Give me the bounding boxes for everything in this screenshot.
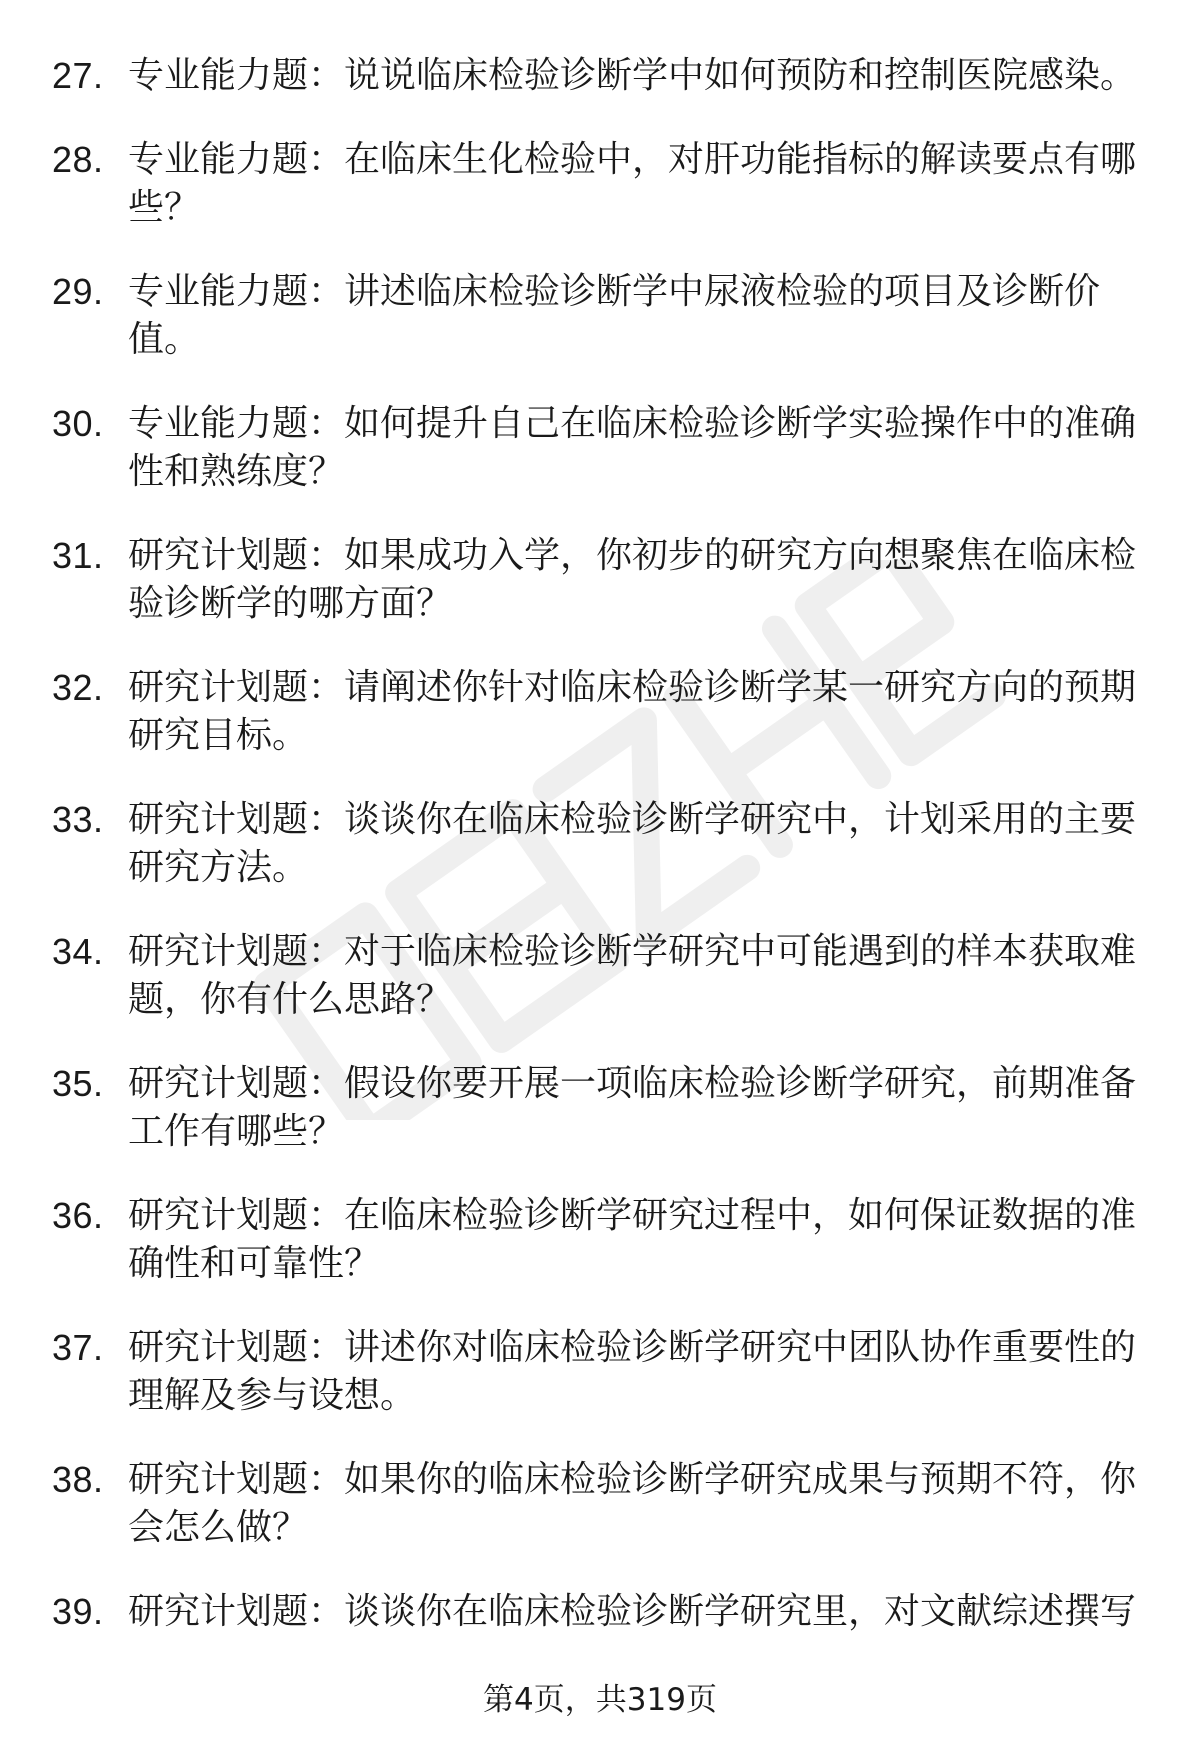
question-text: 专业能力题：如何提升自己在临床检验诊断学实验操作中的准确性和熟练度？ xyxy=(128,403,1137,492)
question-text: 专业能力题：在临床生化检验中，对肝功能指标的解读要点有哪些？ xyxy=(128,139,1137,228)
question-text: 研究计划题：谈谈你在临床检验诊断学研究里，对文献综述撰写 xyxy=(128,1591,1137,1632)
question-number: 31. xyxy=(52,535,104,576)
question-list xyxy=(0,52,1200,1672)
question-text: 研究计划题：如果成功入学，你初步的研究方向想聚焦在临床检验诊断学的哪方面？ xyxy=(128,535,1137,624)
question-number: 33. xyxy=(52,799,104,840)
list-item xyxy=(0,1324,1200,1420)
list-item xyxy=(0,664,1200,760)
question-number: 35. xyxy=(52,1063,104,1104)
question-text: 研究计划题：请阐述你针对临床检验诊断学某一研究方向的预期研究目标。 xyxy=(128,667,1137,756)
list-item xyxy=(0,136,1200,232)
list-item xyxy=(0,1060,1200,1156)
question-number: 38. xyxy=(52,1459,104,1500)
list-item xyxy=(0,532,1200,628)
question-text: 研究计划题：在临床检验诊断学研究过程中，如何保证数据的准确性和可靠性？ xyxy=(128,1195,1137,1284)
question-number: 29. xyxy=(52,271,104,312)
question-number: 27. xyxy=(52,55,104,96)
list-item xyxy=(0,400,1200,496)
list-item xyxy=(0,1588,1200,1636)
question-text: 研究计划题：谈谈你在临床检验诊断学研究中，计划采用的主要研究方法。 xyxy=(128,799,1137,888)
question-text: 研究计划题：假设你要开展一项临床检验诊断学研究，前期准备工作有哪些？ xyxy=(128,1063,1137,1152)
question-number: 39. xyxy=(52,1591,104,1632)
list-item xyxy=(0,1192,1200,1288)
question-text: 研究计划题：对于临床检验诊断学研究中可能遇到的样本获取难题，你有什么思路？ xyxy=(128,931,1137,1020)
list-item xyxy=(0,1456,1200,1552)
question-number: 34. xyxy=(52,931,104,972)
question-number: 32. xyxy=(52,667,104,708)
question-number: 37. xyxy=(52,1327,104,1368)
question-number: 28. xyxy=(52,139,104,180)
question-text: 专业能力题：讲述临床检验诊断学中尿液检验的项目及诊断价值。 xyxy=(128,271,1101,360)
question-text: 专业能力题：说说临床检验诊断学中如何预防和控制医院感染。 xyxy=(128,55,1137,96)
question-text: 研究计划题：如果你的临床检验诊断学研究成果与预期不符，你会怎么做？ xyxy=(128,1459,1137,1548)
list-item xyxy=(0,796,1200,892)
question-number: 36. xyxy=(52,1195,104,1236)
list-item xyxy=(0,268,1200,364)
question-text: 研究计划题：讲述你对临床检验诊断学研究中团队协作重要性的理解及参与设想。 xyxy=(128,1327,1137,1416)
list-item xyxy=(0,928,1200,1024)
question-number: 30. xyxy=(52,403,104,444)
page-footer: 第4页，共319页 xyxy=(483,1682,717,1718)
list-item xyxy=(0,52,1200,100)
